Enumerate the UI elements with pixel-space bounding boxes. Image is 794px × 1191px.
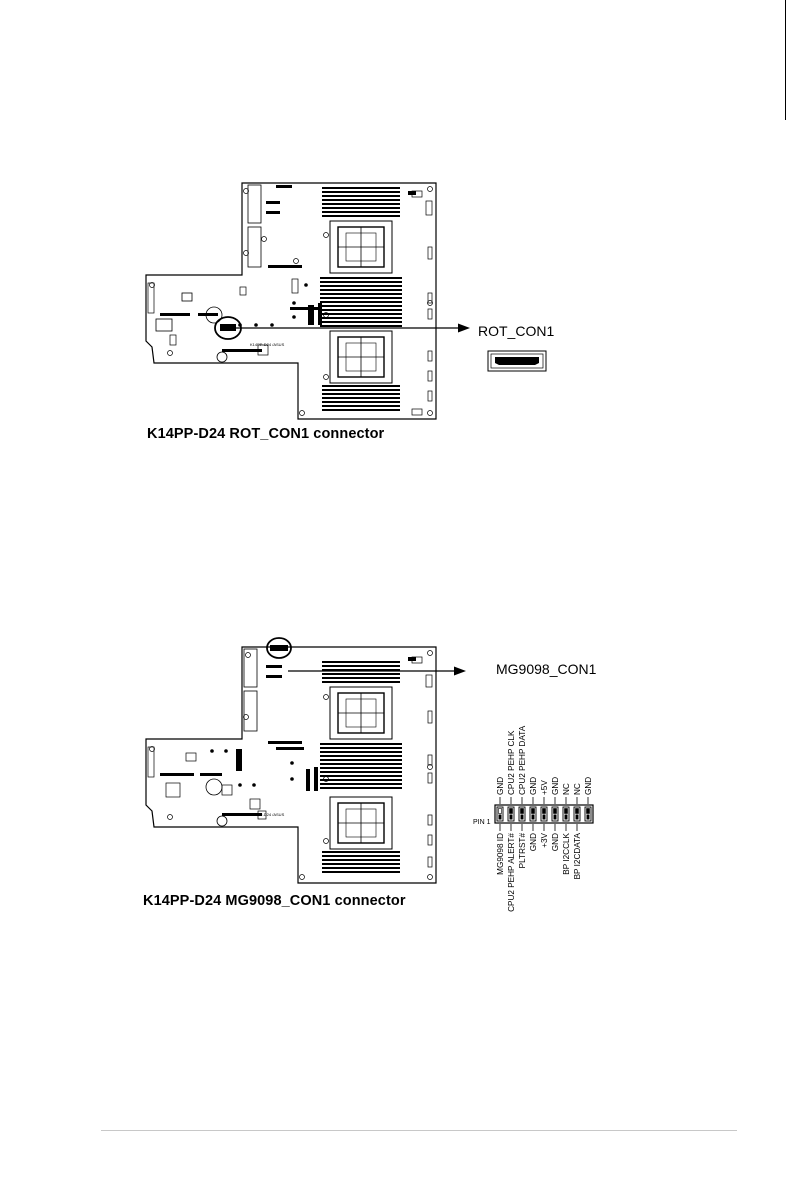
slot-block: [248, 227, 261, 267]
slot-block: [244, 691, 257, 731]
pin-top-labels: [496, 725, 593, 804]
cpu-socket-1: [330, 687, 392, 739]
pin-bottom-labels: [496, 824, 582, 912]
board-silkscreen: K14PP-D24 /ASUS: [250, 812, 285, 817]
slot-block: [248, 185, 261, 223]
pin-label-top: CPU2 PEHP CLK: [507, 730, 516, 795]
board-silkscreen: K14PP-D24 /ASUS: [250, 342, 285, 347]
pin-label-bottom: CPU2 PEHP ALERT#: [507, 833, 516, 912]
pin-label-bottom: +3V: [540, 833, 549, 848]
mg-pinout-diagram: [470, 690, 610, 940]
mg9098-con1-label: MG9098_CON1: [496, 661, 597, 677]
pin-header: [495, 805, 593, 823]
pin-top: [543, 809, 546, 814]
pin-label-bottom: PLTRST#: [518, 833, 527, 869]
dimm-bank-top: [322, 187, 400, 217]
rot-caption: K14PP-D24 ROT_CON1 connector: [147, 426, 385, 442]
mg-caption: K14PP-D24 MG9098_CON1 connector: [143, 893, 406, 909]
pin-label-top: NC: [573, 783, 582, 795]
small-header: [266, 201, 280, 204]
dimm-bank-middle: [320, 277, 402, 327]
pcie-slot: [268, 265, 302, 268]
small-header: [276, 185, 292, 188]
rot-con1-label: ROT_CON1: [478, 323, 555, 339]
pin-bottom: [543, 815, 546, 820]
small-header: [266, 211, 280, 214]
header-frame: [495, 805, 593, 823]
pointer-arrow: [454, 667, 466, 676]
dimm-bank-bottom: [322, 851, 400, 873]
pin-top: [499, 809, 502, 814]
pin-label-bottom: MG9098 ID: [496, 833, 505, 875]
pin-label-top: NC: [562, 783, 571, 795]
cpu-socket-2: [330, 331, 392, 383]
pin-label-top: GND: [584, 776, 593, 795]
pin-bottom: [587, 815, 590, 820]
mg9098-con1-header: [270, 645, 288, 651]
pin1-label: PIN 1: [473, 819, 491, 826]
pcie-slot: [198, 313, 218, 316]
dimm-bank-top: [322, 661, 400, 683]
dimm-bank-bottom: [322, 385, 400, 411]
pin-bottom: [532, 815, 535, 820]
pin-label-bottom: BP I2CDATA: [573, 833, 582, 880]
pin-top: [521, 809, 524, 814]
pcie-slot: [160, 313, 190, 316]
pin-label-bottom: GND: [529, 833, 538, 852]
rot-board-diagram: [130, 175, 570, 425]
pin-bottom: [510, 815, 513, 820]
pin-label-top: GND: [496, 776, 505, 795]
pin-top: [532, 809, 535, 814]
cpu-socket-1: [330, 221, 392, 273]
pin-bottom: [499, 815, 502, 820]
pin-bottom: [576, 815, 579, 820]
rot-connector-detail: [488, 351, 546, 371]
pin-top: [587, 809, 590, 814]
pin-label-top: +5V: [540, 780, 549, 795]
page-edge-line: [785, 0, 786, 120]
pin-label-bottom: BP I2CCLK: [562, 833, 571, 875]
footer-rule: [101, 1130, 737, 1131]
pin-top: [510, 809, 513, 814]
pcie-slot: [222, 349, 262, 352]
dimm-bank-middle: [320, 743, 402, 789]
pin-bottom: [565, 815, 568, 820]
pin-bottom: [521, 815, 524, 820]
mg-board-diagram: [130, 635, 470, 890]
pin-label-top: GND: [551, 776, 560, 795]
pin-label-bottom: GND: [551, 833, 560, 852]
pin-top: [576, 809, 579, 814]
cpu-socket-2: [330, 797, 392, 849]
pointer-arrow: [458, 324, 470, 333]
pin-label-top: GND: [529, 776, 538, 795]
pin-top: [554, 809, 557, 814]
pin-label-top: CPU2 PEHP DATA: [518, 725, 527, 795]
pin-top: [565, 809, 568, 814]
rot-con1-header: [220, 324, 236, 331]
pin-bottom: [554, 815, 557, 820]
